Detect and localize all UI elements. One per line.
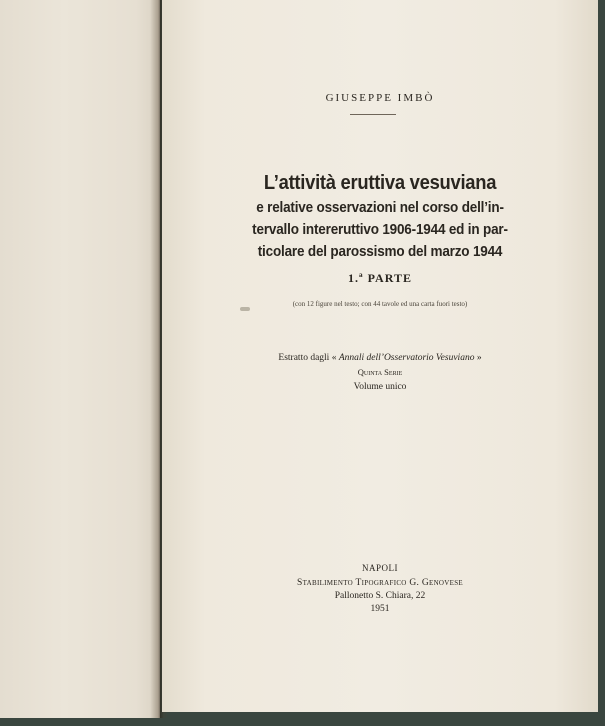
title-page [162, 0, 598, 712]
extract-line [162, 353, 598, 363]
author-name: GIUSEPPE IMBÒ [325, 92, 435, 104]
title-main: L’attività eruttiva vesuviana [263, 172, 497, 194]
extract-prefix: Estratto dagli « [278, 353, 337, 363]
volume-label: Volume unico [353, 382, 407, 392]
publication-year: 1951 [370, 604, 390, 614]
title-line-2: tervallo intereruttivo 1906-1944 ed in par- [252, 221, 508, 238]
part-label: 1.ª PARTE [348, 271, 412, 285]
extract-suffix: » [476, 353, 482, 363]
author-divider [350, 114, 396, 115]
series-label: Quinta Serie [357, 367, 403, 377]
left-page [0, 0, 160, 718]
publisher-city: NAPOLI [362, 563, 398, 573]
title-line-3: ticolare del parossismo del marzo 1944 [257, 243, 503, 260]
publisher-address: Pallonetto S. Chiara, 22 [334, 591, 426, 601]
publisher-name: Stabilimento Tipografico G. Genovese [297, 578, 463, 588]
title-line-1: e relative osservazioni nel corso dell’in- [256, 199, 504, 216]
extract-journal: Annali dell’Osservatorio Vesuviano [338, 353, 475, 363]
figures-note: (con 12 figure nel testo; con 44 tavole ed una carta fuori testo) [292, 300, 468, 308]
